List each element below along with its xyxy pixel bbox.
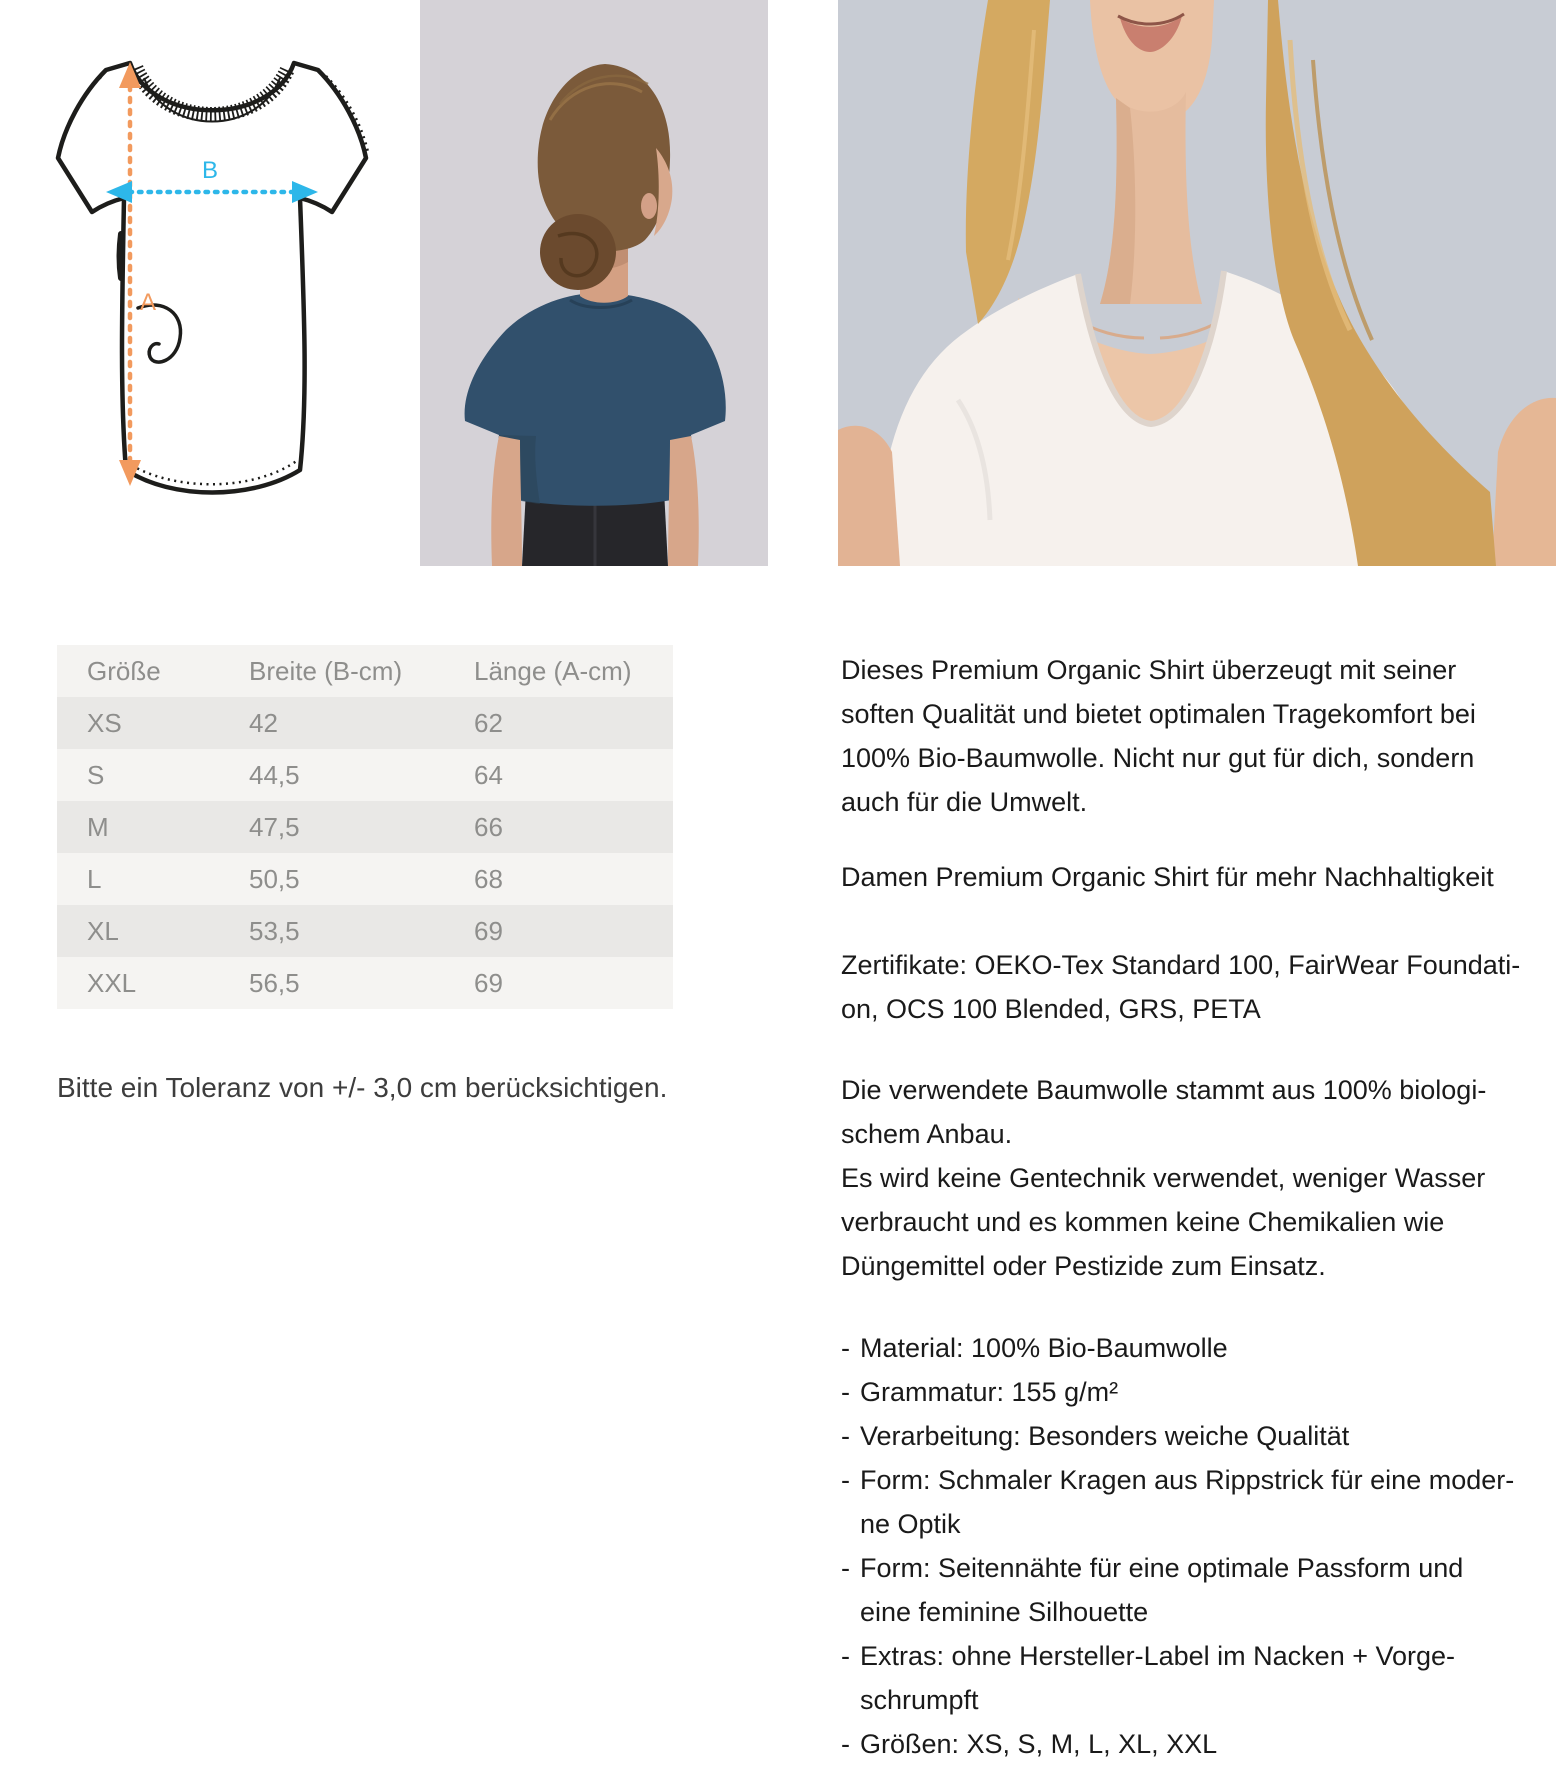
size-cell: 66	[474, 811, 503, 842]
text-line: Größen: XS, S, M, L, XL, XXL	[860, 1729, 1218, 1759]
text-line: Form: Schmaler Kragen aus Rippstrick für eine moder-	[860, 1465, 1515, 1495]
text-line: soften Qualität und bietet optimalen Tragekomfort bei	[841, 699, 1476, 729]
text-line: 100% Bio-Baumwolle. Nicht nur gut für dich, sondern	[841, 743, 1475, 773]
bullet-item	[841, 1326, 1541, 1370]
size-cell: 69	[474, 967, 503, 998]
description-paragraph	[841, 855, 1541, 899]
description-paragraph	[841, 648, 1541, 824]
text-line: Dieses Premium Organic Shirt überzeugt mit seiner	[841, 655, 1457, 685]
size-cell: 42	[249, 707, 278, 738]
product-photo-back-view	[420, 0, 768, 566]
description-paragraph	[841, 943, 1541, 1031]
back-view-illustration	[420, 0, 768, 566]
size-row-M	[57, 801, 673, 853]
bullet-marker: -	[841, 1333, 850, 1363]
size-table	[57, 645, 673, 1009]
size-row-XS	[57, 697, 673, 749]
size-row-S	[57, 749, 673, 801]
text-line: verbraucht und es kommen keine Chemikalien wie	[841, 1207, 1445, 1237]
column-header-laenge: Länge (A-cm)	[474, 655, 632, 686]
size-cell: 69	[474, 915, 503, 946]
bullet-marker: -	[841, 1729, 850, 1759]
size-row-XXL	[57, 957, 673, 1009]
text-line: Zertifikate: OEKO-Tex Standard 100, FairWear Foundati-	[841, 950, 1521, 980]
bullet-item	[841, 1458, 1541, 1546]
bullet-marker: -	[841, 1553, 850, 1583]
bullet-item	[841, 1370, 1541, 1414]
size-cell: 64	[474, 759, 503, 790]
text-line: Verarbeitung: Besonders weiche Qualität	[860, 1421, 1350, 1451]
product-photo-front-closeup	[838, 0, 1556, 566]
feature-list	[841, 1326, 1541, 1766]
bullet-item	[841, 1546, 1541, 1634]
label-a: A	[140, 289, 157, 316]
size-row-L	[57, 853, 673, 905]
text-line: on, OCS 100 Blended, GRS, PETA	[841, 994, 1261, 1024]
size-cell: XXL	[87, 967, 137, 998]
bullet-item	[841, 1722, 1541, 1766]
text-line: auch für die Umwelt.	[841, 787, 1088, 817]
text-line: schem Anbau.	[841, 1119, 1013, 1149]
description-paragraph	[841, 1068, 1541, 1288]
bullet-item	[841, 1634, 1541, 1722]
size-cell: 68	[474, 863, 503, 894]
text-line: eine feminine Silhouette	[860, 1597, 1149, 1627]
product-description	[841, 648, 1541, 1766]
text-line: schrumpft	[860, 1685, 979, 1715]
text-line: Material: 100% Bio-Baumwolle	[860, 1333, 1228, 1363]
text-line: Damen Premium Organic Shirt für mehr Nachhaltigkeit	[841, 862, 1494, 892]
size-cell: 53,5	[249, 915, 300, 946]
tolerance-note: Bitte ein Toleranz von +/- 3,0 cm berücksichtigen.	[57, 1072, 668, 1103]
text-line: Form: Seitennähte für eine optimale Passform und	[860, 1553, 1464, 1583]
text-line: Düngemittel oder Pestizide zum Einsatz.	[841, 1251, 1326, 1281]
bullet-marker: -	[841, 1421, 850, 1451]
ear	[641, 193, 657, 219]
text-line: ne Optik	[860, 1509, 961, 1539]
bullet-marker: -	[841, 1377, 850, 1407]
size-cell: XL	[87, 915, 119, 946]
column-header-groesse: Größe	[87, 655, 161, 686]
size-cell: 47,5	[249, 811, 300, 842]
front-closeup-illustration	[838, 0, 1556, 566]
size-cell: XS	[87, 707, 122, 738]
column-header-breite: Breite (B-cm)	[249, 655, 403, 686]
text-line: Extras: ohne Hersteller-Label im Nacken + Vorge-	[860, 1641, 1456, 1671]
size-cell: 62	[474, 707, 503, 738]
size-table-header	[57, 645, 673, 697]
size-cell: 44,5	[249, 759, 300, 790]
text-line: Grammatur: 155 g/m²	[860, 1377, 1119, 1407]
text-line: Die verwendete Baumwolle stammt aus 100% biologi-	[841, 1075, 1487, 1105]
size-table-body	[57, 697, 673, 1009]
size-cell: L	[87, 863, 102, 894]
size-cell: 50,5	[249, 863, 300, 894]
bullet-marker: -	[841, 1641, 850, 1671]
size-cell: M	[87, 811, 109, 842]
size-diagram-image	[12, 46, 374, 508]
label-b: B	[202, 157, 219, 184]
size-row-XL	[57, 905, 673, 957]
bullet-marker: -	[841, 1465, 850, 1495]
size-diagram-svg	[12, 46, 374, 508]
tshirt-outline	[58, 63, 368, 493]
size-cell: S	[87, 759, 105, 790]
text-line: Es wird keine Gentechnik verwendet, weniger Wasser	[841, 1163, 1486, 1193]
size-cell: 56,5	[249, 967, 300, 998]
hair-bun	[540, 214, 616, 290]
bullet-item	[841, 1414, 1541, 1458]
